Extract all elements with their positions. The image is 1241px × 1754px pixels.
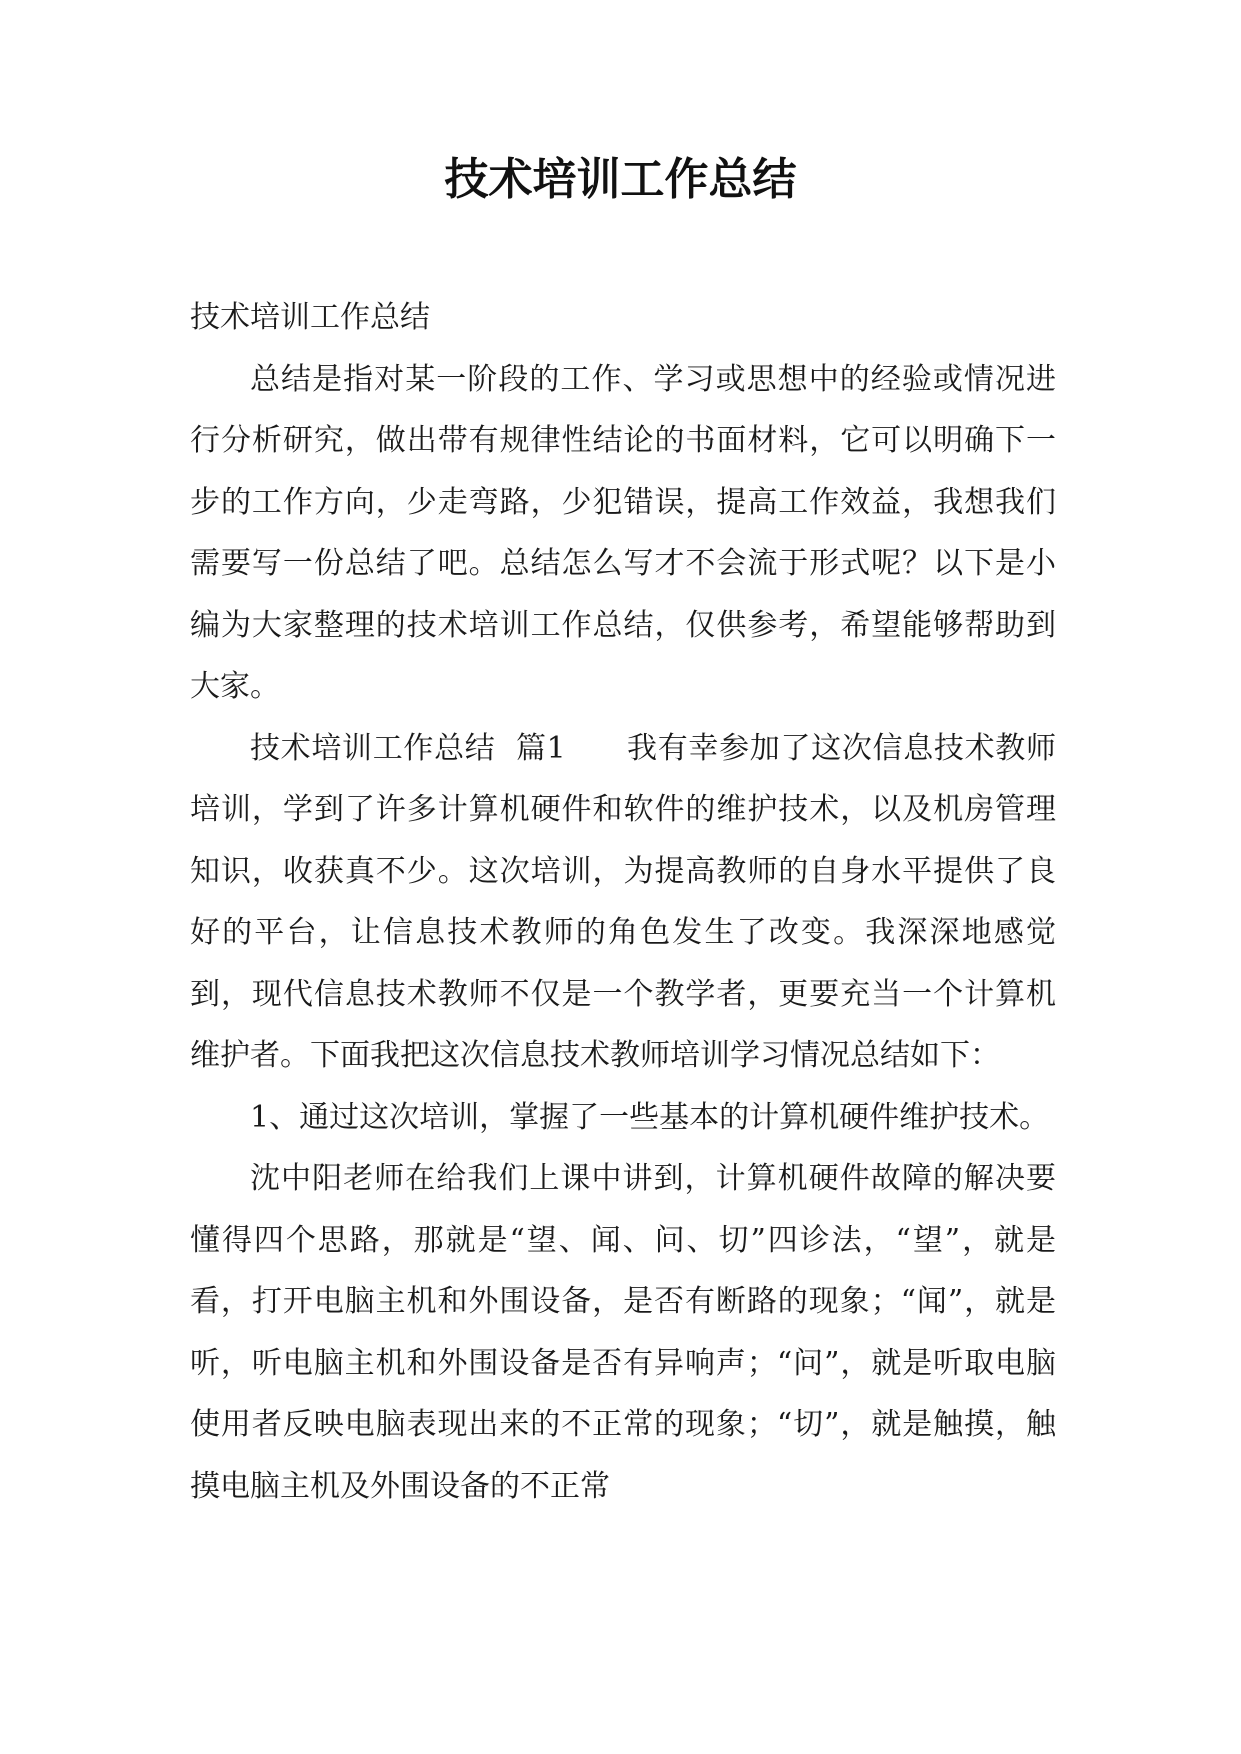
paragraph-diagnosis: 沈中阳老师在给我们上课中讲到，计算机硬件故障的解决要懂得四个思路，那就是“望、闻、问、切”四诊法，“望”，就是看，打开电脑主机和外围设备，是否有断路的现象；“闻”，就是听，听电脑主机和外围设备是否有异响声；“问”，就是听取电脑使用者反映电脑表现出来的不正常的现象；“切”，就是触摸，触摸电脑主机及外围设备的不正常 [190,1161,1056,1504]
paragraph-point1: 1、通过这次培训，掌握了一些基本的计算机硬件维护技术。 [250,1099,1050,1135]
paragraph-intro: 总结是指对某一阶段的工作、学习或思想中的经验或情况进行分析研究，做出带有规律性结论的书面材料，它可以明确下一步的工作方向，少走弯路，少犯错误，提高工作效益，我想我们需要写一份总结了吧。总结怎么写才不会流于形式呢？以下是小编为大家整理的技术培训工作总结，仅供参考，希望能够帮助到大家。 [190,361,1056,704]
paragraph-part1: 技术培训工作总结 篇1 我有幸参加了这次信息技术教师培训，学到了许多计算机硬件和软件的维护技术，以及机房管理知识，收获真不少。这次培训，为提高教师的自身水平提供了良好的平台，让信息技术教师的角色发生了改变。我深深地感觉到，现代信息技术教师不仅是一个教学者，更要充当一个计算机维护者。下面我把这次信息技术教师培训学习情况总结如下： [190,730,1056,1073]
document-body [190,287,1056,1517]
paragraph-heading: 技术培训工作总结 [190,300,430,335]
document-title: 技术培训工作总结 [444,154,797,205]
